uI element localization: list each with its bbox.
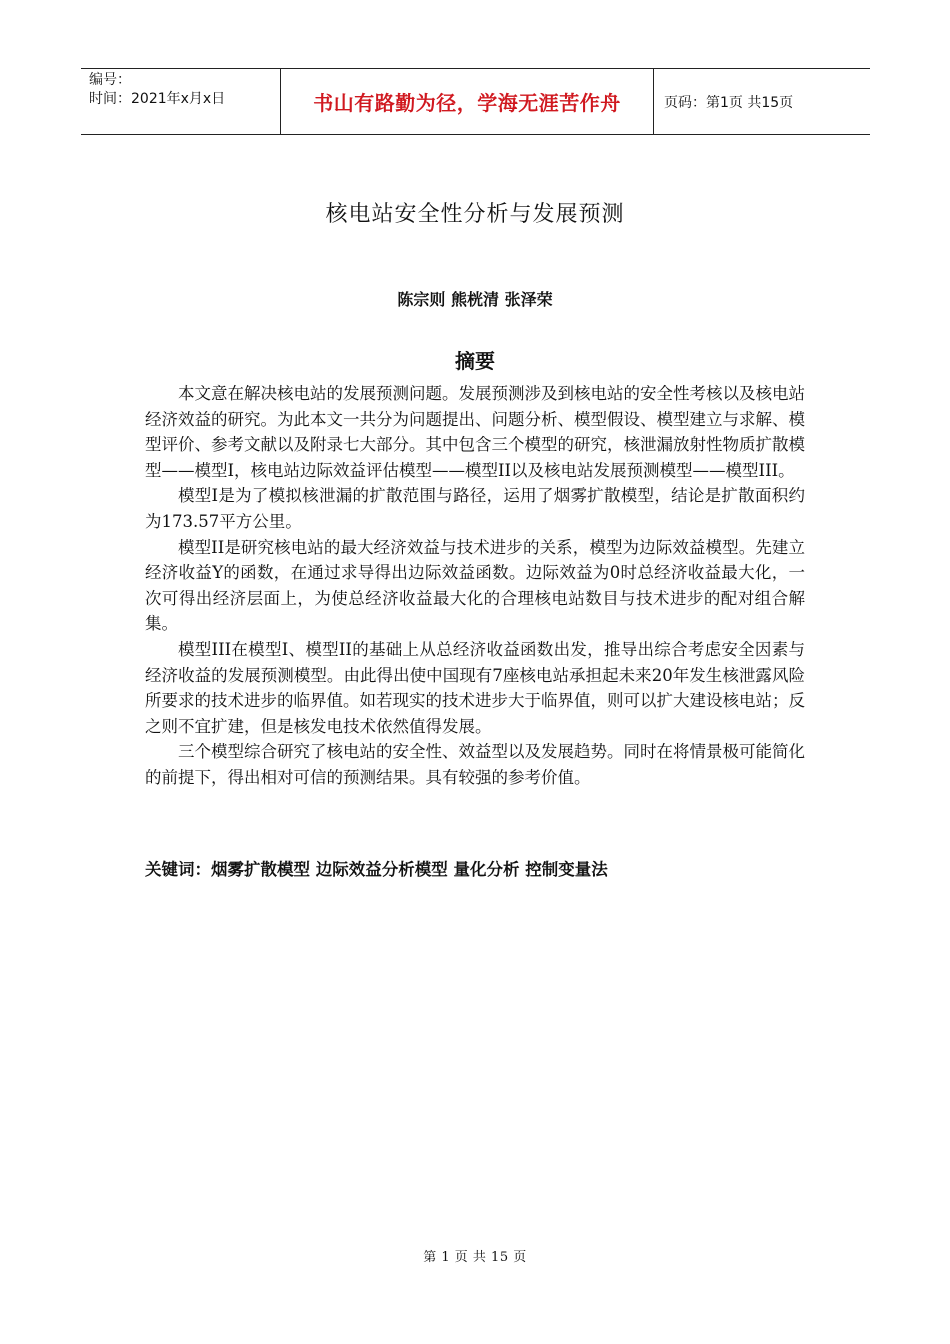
page-footer: 第 1 页 共 15 页: [423, 1250, 527, 1265]
header-page-cell: [654, 69, 870, 134]
abstract-paragraph: 三个模型综合研究了核电站的安全性、效益型以及发展趋势。同时在将情景极可能简化的前提下，得出相对可信的预测结果。具有较强的参考价值。: [145, 742, 805, 787]
motto-text: 书山有路勤为径，学海无涯苦作舟: [313, 91, 621, 115]
time-label: 时间：2021年x月x日: [89, 91, 226, 107]
keywords: 关键词：烟雾扩散模型 边际效益分析模型 量化分析 控制变量法: [145, 860, 608, 879]
abstract-paragraph: 模型I是为了模拟核泄漏的扩散范围与路径，运用了烟雾扩散模型，结论是扩散面积约为173.57平方公里。: [145, 486, 805, 531]
abstract-heading: 摘要: [455, 349, 495, 373]
header-meta-cell: [81, 69, 281, 134]
document-title: 核电站安全性分析与发展预测: [325, 202, 625, 227]
header-motto-cell: [281, 69, 654, 134]
number-label: 编号：: [89, 72, 131, 88]
authors: 陈宗则 熊桄清 张泽荣: [397, 290, 553, 309]
page-info: 页码：第1页 共15页: [664, 94, 794, 111]
abstract-paragraph: 模型II是研究核电站的最大经济效益与技术进步的关系，模型为边际效益模型。先建立经济收益Y的函数，在通过求导得出边际效益函数。边际效益为0时总经济收益最大化，一次可得出经济层面上，为使总经济收益最大化的合理核电站数目与技术进步的配对组合解集。: [145, 537, 805, 634]
abstract-paragraph: 模型III在模型I、模型II的基础上从总经济收益函数出发，推导出综合考虑安全因素与经济收益的发展预测模型。由此得出使中国现有7座核电站承担起未来20年发生核泄露风险所要求的技术进步的临界值。如若现实的技术进步大于临界值，则可以扩大建设核电站；反之则不宜扩建，但是核发电技术依然值得发展。: [145, 639, 805, 736]
header-table: [81, 68, 870, 135]
abstract-paragraph: 本文意在解决核电站的发展预测问题。发展预测涉及到核电站的安全性考核以及核电站经济效益的研究。为此本文一共分为问题提出、问题分析、模型假设、模型建立与求解、模型评价、参考文献以及附录七大部分。其中包含三个模型的研究，核泄漏放射性物质扩散模型——模型I，核电站边际效益评估模型——模型II以及核电站发展预测模型——模型III。: [145, 384, 805, 480]
abstract-body: [145, 381, 805, 791]
